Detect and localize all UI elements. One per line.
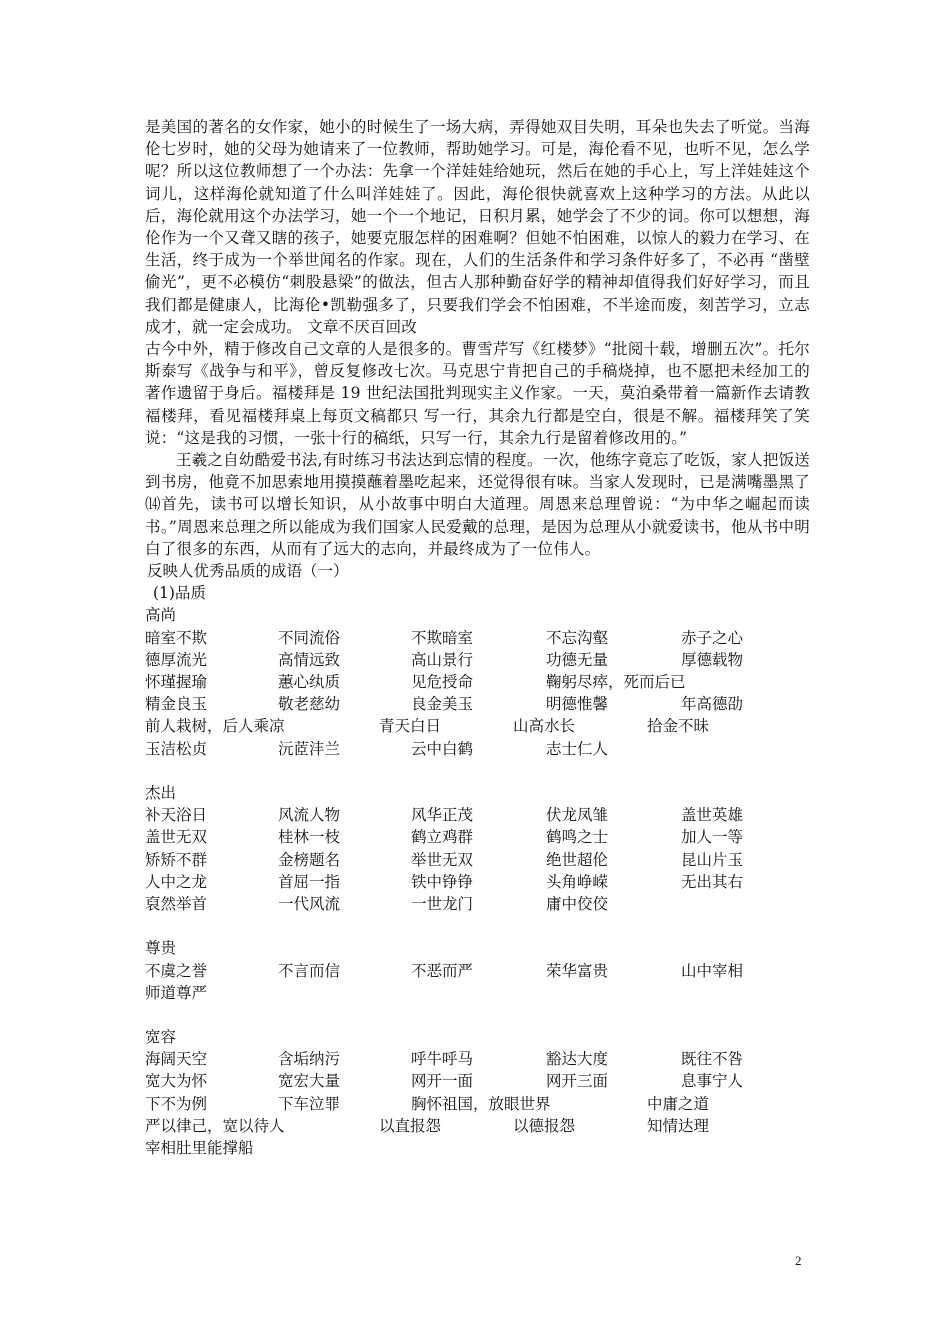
idiom: 呼牛呼马: [411, 1050, 474, 1069]
idiom: 拾金不昧: [647, 717, 710, 736]
idiom: 山中宰相: [681, 961, 744, 980]
idiom: 裒然举首: [145, 894, 208, 913]
idiom: 下车泣罪: [278, 1094, 341, 1113]
idiom: 宽大为怀: [145, 1072, 208, 1091]
idiom: 怀瑾握瑜: [145, 673, 208, 692]
idiom: 网开一面: [411, 1072, 474, 1091]
idiom: 明德惟馨: [546, 695, 609, 714]
idiom: 风华正茂: [411, 806, 474, 825]
idiom: 宰相肚里能撑船: [145, 1139, 254, 1158]
idiom: 绝世超伦: [546, 850, 609, 869]
idiom-group-kuanrong: [145, 1026, 810, 1159]
idiom: 加人一等: [681, 828, 744, 847]
idiom: 云中白鹤: [411, 739, 474, 758]
idiom: 高山景行: [411, 650, 474, 669]
document-body: [145, 116, 810, 1159]
page-number: 2: [795, 1253, 802, 1268]
idiom: 知情达理: [647, 1116, 710, 1135]
idiom: 以直报怨: [379, 1116, 442, 1135]
idiom: 不虞之誉: [145, 961, 208, 980]
idiom: 厚德载物: [681, 650, 744, 669]
idiom-row: [145, 738, 810, 760]
idiom: 功德无量: [546, 650, 609, 669]
idiom: 豁达大度: [546, 1050, 609, 1069]
idiom: 青天白日: [379, 717, 442, 736]
idiom: 敬老慈幼: [278, 695, 341, 714]
idiom: 蕙心纨质: [278, 673, 341, 692]
idiom: 一世龙门: [411, 894, 474, 913]
idiom-row: [145, 982, 810, 1004]
idiom: 以德报怨: [513, 1116, 576, 1135]
idiom: 德厚流光: [145, 650, 208, 669]
idiom-row: [145, 1048, 810, 1070]
idiom-row: [145, 649, 810, 671]
idiom: 金榜题名: [278, 850, 341, 869]
idiom-row: [145, 1070, 810, 1092]
idiom-row: [145, 1137, 810, 1159]
paragraph-wang-xizhi: 王羲之自幼酷爱书法,有时练习书法达到忘情的程度。一次，他练字竟忘了吃饭，家人把饭送到书房，他竟不加思索地用摸摸蘸着墨吃起来，还觉得很有味。当家人发现时，已是满嘴墨黑了⒁首先，读书可以增长知识，从小故事中明白大道理。周恩来总理曾说：“为中华之崛起而读书。”周恩来总理之所以能成为我们国家人民爱戴的总理，是因为总理从小就爱读书，他从书中明白了很多的东西，从而有了远大的志向，并最终成为了一位伟人。: [145, 451, 810, 558]
idiom-row: [145, 627, 810, 649]
idiom: 胸怀祖国，放眼世界: [411, 1094, 551, 1113]
idiom: 人中之龙: [145, 872, 208, 891]
paragraph-revision: 古今中外，精于修改自己文章的人是很多的。曹雪芹写《红楼梦》“批阅十载，增删五次”。托尔斯泰写《战争与和平》，曾反复修改七次。马克思宁肯把自己的手稿烧掉，也不愿把未经加工的著作遗留于身后。福楼拜是 19 世纪法国批判现实主义作家。一天，莫泊桑带着一篇新作去请教福楼拜，看见福楼拜桌上每页文稿都只 写一行，其余九行都是空白，很是不解。福楼拜笑了笑说：“这是我的习惯，一张十行的稿纸，只写一行，其余九行是留着修改用的。”: [145, 340, 810, 447]
idiom-group-zungui: [145, 937, 810, 1004]
idiom: 首屈一指: [278, 872, 341, 891]
idiom-row: [145, 893, 810, 915]
idiom: 风流人物: [278, 806, 341, 825]
idiom: 不忘沟壑: [546, 628, 609, 647]
group-heading: 宽容: [145, 1028, 177, 1047]
idiom: 铁中铮铮: [411, 872, 474, 891]
idiom: 昆山片玉: [681, 850, 744, 869]
idiom-row: [145, 871, 810, 893]
idiom: 沅茝沣兰: [278, 739, 341, 758]
section-title: 反映人优秀品质的成语（一）: [147, 562, 349, 581]
idiom: 不言而信: [278, 961, 341, 980]
idiom: 良金美玉: [411, 695, 474, 714]
idiom-group-jiechu: [145, 782, 810, 915]
idiom: 庸中佼佼: [546, 894, 609, 913]
idiom: 补天浴日: [145, 806, 208, 825]
idiom-row: [145, 715, 810, 737]
idiom: 桂林一枝: [278, 828, 341, 847]
group-heading: 尊贵: [145, 939, 177, 958]
idiom: 含垢纳污: [278, 1050, 341, 1069]
idiom: 中庸之道: [647, 1094, 710, 1113]
idiom: 举世无双: [411, 850, 474, 869]
idiom-row: [145, 693, 810, 715]
idiom: 高情远致: [278, 650, 341, 669]
idiom: 鹤立鸡群: [411, 828, 474, 847]
idiom: 矫矫不群: [145, 850, 208, 869]
idiom: 玉洁松贞: [145, 739, 208, 758]
idiom: 精金良玉: [145, 695, 208, 714]
idiom: 师道尊严: [145, 983, 208, 1002]
idiom: 不同流俗: [278, 628, 341, 647]
idiom-row: [145, 826, 810, 848]
idiom: 伏龙凤雏: [546, 806, 609, 825]
idiom-group-gaoshang: [145, 604, 810, 759]
idiom: 息事宁人: [681, 1072, 744, 1091]
idiom-row: [145, 849, 810, 871]
idiom: 赤子之心: [681, 628, 744, 647]
idiom: 头角峥嵘: [546, 872, 609, 891]
idiom: 盖世无双: [145, 828, 208, 847]
idiom: 山高水长: [513, 717, 576, 736]
idiom: 既往不咎: [681, 1050, 744, 1069]
idiom: 鞠躬尽瘁，死而后已: [546, 673, 686, 692]
idiom: 见危授命: [411, 673, 474, 692]
idiom: 鹤鸣之士: [546, 828, 609, 847]
idiom: 下不为例: [145, 1094, 208, 1113]
idiom: 不欺暗室: [411, 628, 474, 647]
idiom: 宽宏大量: [278, 1072, 341, 1091]
idiom: 前人栽树，后人乘凉: [145, 717, 285, 736]
subsection-title: (1)品质: [153, 584, 206, 603]
idiom: 荣华富贵: [546, 961, 609, 980]
idiom: 无出其右: [681, 872, 744, 891]
idiom-row: [145, 1093, 810, 1115]
idiom: 年高德劭: [681, 695, 744, 714]
group-heading: 杰出: [145, 783, 177, 802]
idiom: 网开三面: [546, 1072, 609, 1091]
idiom-row: [145, 804, 810, 826]
idiom: 一代风流: [278, 894, 341, 913]
idiom: 暗室不欺: [145, 628, 208, 647]
group-heading: 高尚: [145, 606, 177, 625]
idiom-row: [145, 671, 810, 693]
idiom: 志士仁人: [546, 739, 609, 758]
idiom: 海阔天空: [145, 1050, 208, 1069]
idiom-row: [145, 1115, 810, 1137]
idiom: 严以律己，宽以待人: [145, 1116, 285, 1135]
idiom: 不恶而严: [411, 961, 474, 980]
paragraph-helen-keller: 是美国的著名的女作家，她小的时候生了一场大病，弄得她双目失明，耳朵也失去了听觉。当海伦七岁时，她的父母为她请来了一位教师，帮助她学习。可是，海伦看不见，也听不见，怎么学呢？所以这位教师想了一个办法：先拿一个洋娃娃给她玩，然后在她的手心上，写上洋娃娃这个词儿，这样海伦就知道了什么叫洋娃娃了。因此，海伦很快就喜欢上这种学习的方法。从此以后，海伦就用这个办法学习，她一个一个地记，日积月累，她学会了不少的词。你可以想想，海伦作为一个又聋又瞎的孩子，她要克服怎样的困难啊？但她不怕困难，以惊人的毅力在学习、在生活，终于成为一个举世闻名的作家。现在，人们的生活条件和学习条件好多了，不必再 “凿壁偷光”，更不必模仿“刺股悬梁”的做法，但古人那种勤奋好学的精神却值得我们好好学习，而且我们都是健康人，比海伦•凯勒强多了，只要我们学会不怕困难，不半途而废，刻苦学习，立志成才，就一定会成功。 文章不厌百回改: [145, 118, 810, 336]
idiom-row: [145, 960, 810, 982]
idiom: 盖世英雄: [681, 806, 744, 825]
